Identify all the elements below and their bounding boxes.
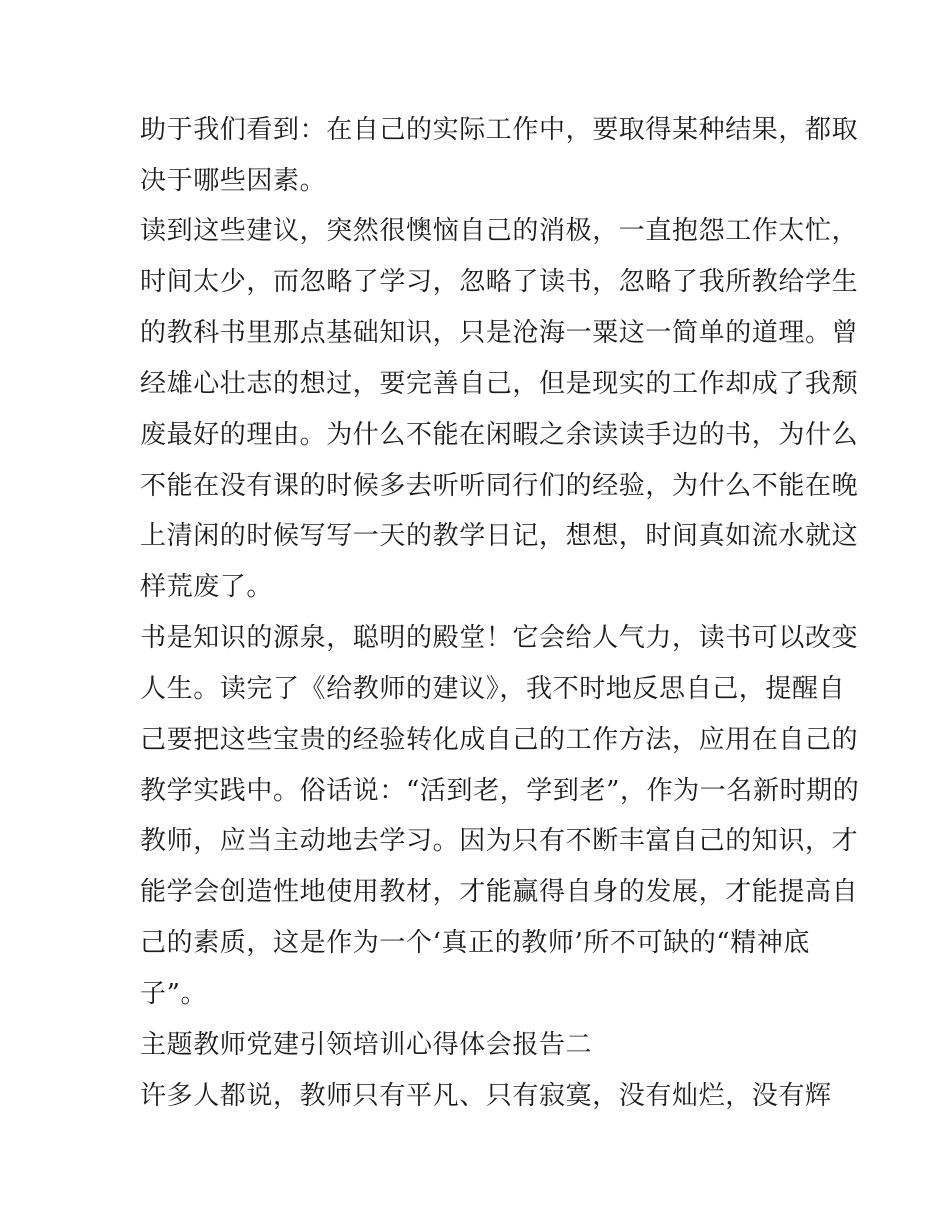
text-line: 时间太少，而忽略了学习，忽略了读书，忽略了我所教给学生 <box>140 267 859 297</box>
text-line: 许多人都说，教师只有平凡、只有寂寞，没有灿烂，没有辉 <box>140 1081 832 1111</box>
text-line: 的教科书里那点基础知识，只是沧海一粟这一简单的道理。曾 <box>140 318 859 348</box>
text-line: 废最好的理由。为什么不能在闲暇之余读读手边的书，为什么 <box>140 420 859 450</box>
text-line: 助于我们看到：在自己的实际工作中，要取得某种结果，都取 <box>140 115 859 145</box>
text-line: 上清闲的时候写写一天的教学日记，想想，时间真如流水就这 <box>140 521 859 551</box>
text-line: 不能在没有课的时候多去听听同行们的经验，为什么不能在晚 <box>140 471 859 501</box>
section-heading: 主题教师党建引领培训心得体会报告二 <box>140 1030 593 1060</box>
text-line: 能学会创造性地使用教材，才能赢得自身的发展，才能提高自 <box>140 877 859 907</box>
text-line: 教学实践中。俗话说：“活到老，学到老”，作为一名新时期的 <box>140 776 860 806</box>
text-line: 教师，应当主动地去学习。因为只有不断丰富自己的知识，才 <box>140 826 859 856</box>
text-line: 决于哪些因素。 <box>140 166 327 196</box>
text-line: 子”。 <box>140 979 208 1009</box>
text-line: 样荒废了。 <box>140 572 274 602</box>
text-line: 己的素质，这是作为一个‘真正的教师’所不可缺的“精神底 <box>140 928 811 958</box>
text-line: 读到这些建议，突然很懊恼自己的消极，一直抱怨工作太忙， <box>140 216 859 246</box>
text-line: 书是知识的源泉，聪明的殿堂！它会给人气力，读书可以改变 <box>140 623 859 653</box>
text-line: 己要把这些宝贵的经验转化成自己的工作方法，应用在自己的 <box>140 725 859 755</box>
text-line: 经雄心壮志的想过，要完善自己，但是现实的工作却成了我颓 <box>140 369 859 399</box>
text-line: 人生。读完了《给教师的建议》，我不时地反思自己，提醒自 <box>140 674 846 704</box>
